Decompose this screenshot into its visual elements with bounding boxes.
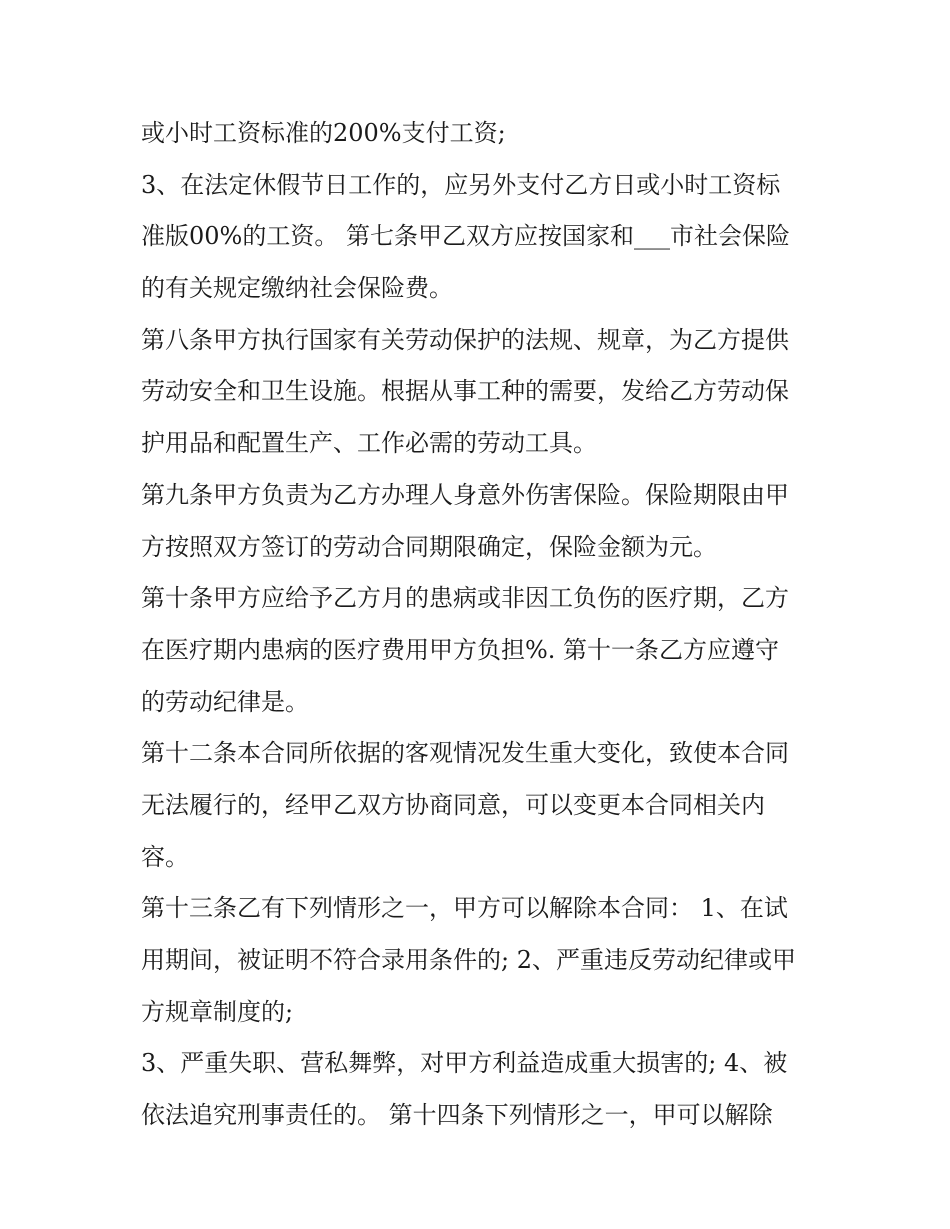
text-line: 准版00%的工资。 第七条甲乙双方应按国家和___市社会保险 (141, 222, 790, 251)
text-line: 或小时工资标准的200%支付工资; (141, 119, 506, 147)
text-line: 护用品和配置生产、工作必需的劳动工具。 (141, 429, 597, 458)
text-line: 第十二条本合同所依据的客观情况发生重大变化，致使本合同 (141, 739, 789, 768)
text-line: 劳动安全和卫生设施。根据从事工种的需要，发给乙方劳动保 (141, 377, 789, 406)
text-line: 3、在法定休假节日工作的，应另外支付乙方日或小时工资标 (141, 170, 781, 199)
contract-text (141, 108, 821, 1142)
text-line: 的劳动纪律是。 (141, 687, 309, 716)
text-line: 方按照双方签订的劳动合同期限确定，保险金额为元。 (141, 532, 717, 561)
text-line: 第八条甲方执行国家有关劳动保护的法规、规章，为乙方提供 (141, 325, 789, 354)
text-line: 无法履行的，经甲乙双方协商同意，可以变更本合同相关内 (141, 790, 765, 819)
text-line: 方规章制度的; (141, 997, 294, 1026)
text-line: 第十三条乙有下列情形之一，甲方可以解除本合同： 1、在试 (141, 894, 788, 923)
text-line: 在医疗期内患病的医疗费用甲方负担%. 第十一条乙方应遵守 (141, 635, 780, 664)
text-line: 依法追究刑事责任的。 第十四条下列情形之一，甲可以解除 (141, 1101, 773, 1130)
text-line: 容。 (141, 842, 189, 871)
text-line: 的有关规定缴纳社会保险费。 (141, 274, 453, 303)
text-line: 第九条甲方负责为乙方办理人身意外伤害保险。保险期限由甲 (141, 480, 789, 509)
text-line: 第十条甲方应给予乙方月的患病或非因工负伤的医疗期，乙方 (141, 584, 789, 613)
text-line: 3、严重失职、营私舞弊，对甲方利益造成重大损害的; 4、被 (141, 1049, 788, 1078)
text-line: 用期间，被证明不符合录用条件的; 2、严重违反劳动纪律或甲 (141, 946, 796, 974)
